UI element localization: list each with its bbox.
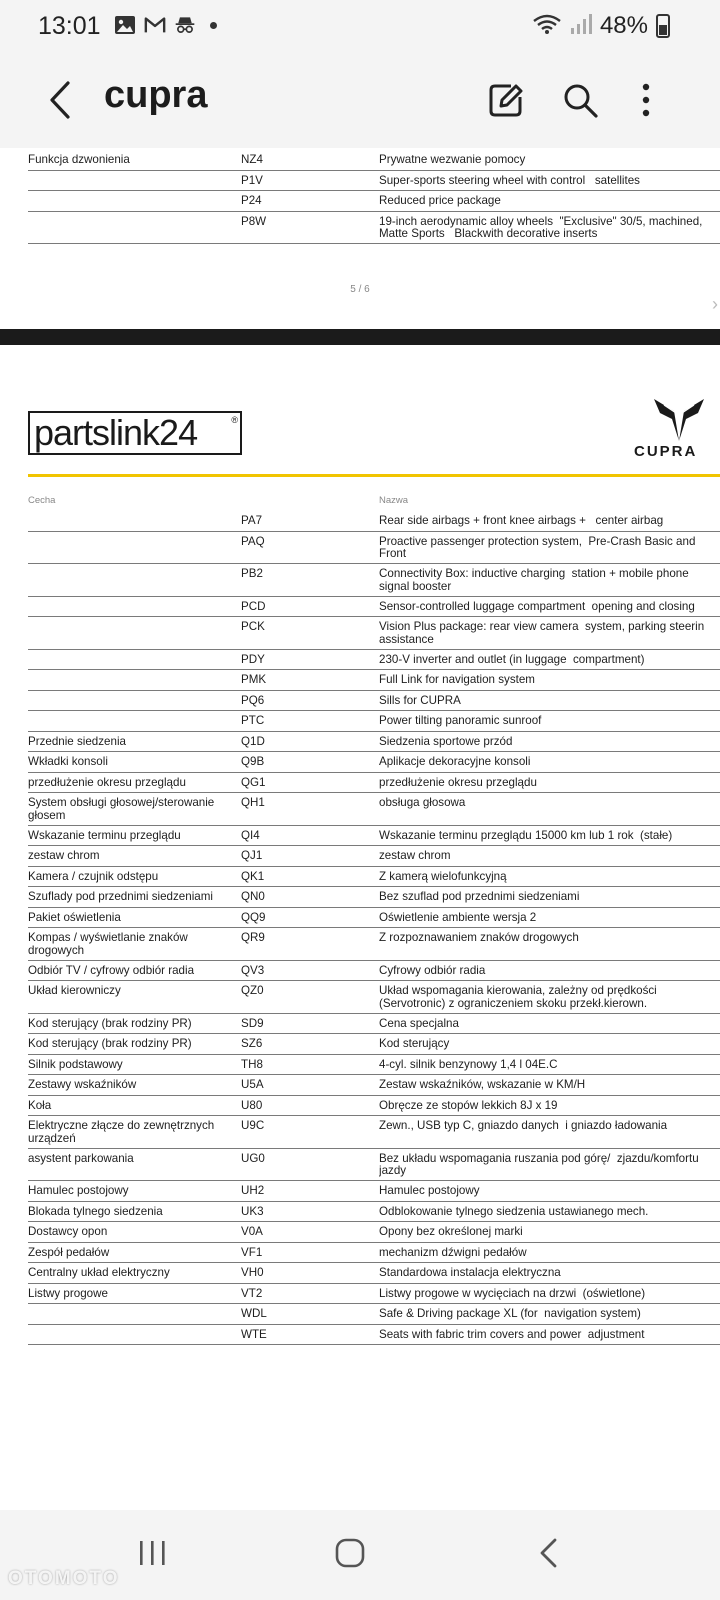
table-row	[28, 1325, 720, 1346]
table-row	[28, 1075, 720, 1096]
row-feature: Szuflady pod przednimi siedzeniami	[28, 890, 213, 903]
table-row	[28, 532, 720, 565]
table-row	[28, 670, 720, 691]
table-row	[28, 846, 720, 867]
row-feature: Wskazanie terminu przeglądu	[28, 828, 181, 842]
table-row	[28, 908, 720, 929]
table-row	[28, 793, 720, 826]
home-button[interactable]	[320, 1528, 380, 1578]
row-name: Układ wspomagania kierowania, zależny od prędkości (Servotronic) z ograniczeniem skoku przekł.kierown.	[379, 985, 657, 1010]
row-name: Z kamerą wielofunkcyjną	[379, 870, 507, 883]
signal-icon	[570, 13, 592, 40]
row-name: Aplikacje dekoracyjne konsoli	[379, 756, 531, 768]
back-button[interactable]	[36, 72, 84, 128]
row-name: Oświetlenie ambiente wersja 2	[379, 911, 537, 924]
table-row	[28, 650, 720, 671]
gmail-icon	[144, 14, 166, 36]
row-code: SD9	[241, 1016, 264, 1030]
row-code: PA7	[241, 514, 263, 527]
row-feature: Listwy progowe	[28, 1286, 108, 1300]
table-row	[28, 1181, 720, 1202]
row-name: Siedzenia sportowe przód	[379, 735, 513, 748]
row-code: QG1	[241, 775, 266, 789]
row-name: Prywatne wezwanie pomocy	[379, 154, 526, 166]
document-title: cupra	[104, 74, 208, 116]
row-feature: Koła	[28, 1098, 52, 1112]
row-name: Cyfrowy odbiór radia	[379, 964, 486, 977]
row-code: PTC	[241, 714, 265, 727]
row-name: Reduced price package	[379, 195, 501, 207]
row-name: Zewn., USB typ C, gniazdo danych i gniazdo ładowania	[379, 1120, 668, 1132]
row-name: mechanizm dźwigni pedałów	[379, 1246, 527, 1259]
row-name: Sensor-controlled luggage compartment opening and closing	[379, 600, 695, 613]
recents-button[interactable]	[122, 1528, 182, 1578]
header-rule	[28, 474, 720, 477]
row-code: TH8	[241, 1057, 263, 1071]
table-row	[28, 1014, 720, 1035]
row-code: PDY	[241, 652, 265, 666]
row-code: QZ0	[241, 984, 264, 997]
back-nav-button[interactable]	[518, 1528, 578, 1578]
column-header-feature: Cecha	[28, 495, 56, 506]
row-code: WTE	[241, 1327, 267, 1341]
status-bar	[0, 0, 720, 52]
row-feature: Odbiór TV / cyfrowy odbiór radia	[28, 963, 195, 977]
table-row	[28, 752, 720, 773]
table-row	[28, 597, 720, 618]
table-row	[28, 564, 720, 597]
chevron-left-icon	[46, 80, 74, 120]
row-code: PCD	[241, 599, 266, 613]
battery-percent: 48%	[599, 12, 648, 39]
row-feature: Kompas / wyświetlanie znaków drogowych	[28, 931, 188, 957]
pdf-page-5	[0, 148, 720, 328]
row-name: Listwy progowe w wycięciach na drzwi (oświetlone)	[379, 1287, 646, 1300]
row-code: WDL	[241, 1307, 267, 1320]
more-notifications-dot	[210, 22, 217, 29]
status-time: 13:01	[38, 12, 101, 40]
scroll-edge-icon: ›	[712, 294, 718, 314]
image-icon	[114, 14, 136, 36]
home-icon	[334, 1537, 366, 1569]
more-icon	[641, 82, 651, 118]
row-feature: Elektryczne złącze do zewnętrznych urządzeń	[28, 1119, 215, 1145]
row-feature: Funkcja dzwonienia	[28, 153, 130, 166]
table-row	[28, 1149, 720, 1182]
row-code: Q1D	[241, 734, 265, 748]
logo-registered-mark: ®	[231, 415, 238, 425]
row-name: 4-cyl. silnik benzynowy 1,4 l 04E.C	[379, 1058, 558, 1071]
row-code: PQ6	[241, 693, 265, 707]
row-feature: zestaw chrom	[28, 849, 100, 862]
row-code: V0A	[241, 1225, 263, 1238]
more-options-button[interactable]	[618, 72, 674, 128]
row-code: UG0	[241, 1151, 265, 1165]
row-name: Opony bez określonej marki	[379, 1226, 523, 1238]
row-name: Z rozpoznawaniem znaków drogowych	[379, 932, 579, 944]
row-code: UK3	[241, 1204, 264, 1218]
row-name: Wskazanie terminu przeglądu 15000 km lub 1 rok (stałe)	[379, 829, 673, 842]
row-code: QR9	[241, 931, 265, 944]
partslink24-logo	[28, 411, 242, 455]
search-button[interactable]	[552, 72, 608, 128]
row-name: Cena specjalna	[379, 1017, 459, 1030]
table-row	[28, 1284, 720, 1305]
table-row	[28, 867, 720, 888]
table-row	[28, 511, 720, 532]
row-code: QJ1	[241, 849, 263, 862]
row-code: P24	[241, 194, 262, 207]
row-name: 230-V inverter and outlet (in luggage compartment)	[379, 653, 645, 666]
row-code: U5A	[241, 1078, 264, 1091]
row-code: VT2	[241, 1286, 263, 1300]
edit-button[interactable]	[478, 72, 534, 128]
row-code: U9C	[241, 1119, 265, 1132]
row-code: UH2	[241, 1184, 265, 1197]
row-name: zestaw chrom	[379, 850, 451, 862]
battery-fill	[659, 25, 667, 35]
row-name: obsługa głosowa	[379, 797, 466, 809]
battery-icon	[656, 14, 670, 38]
row-name: Seats with fabric trim covers and power adjustment	[379, 1328, 645, 1341]
logo-text: partslink24	[34, 412, 198, 453]
row-feature: asystent parkowania	[28, 1151, 134, 1165]
row-name: Proactive passenger protection system, Pre-Crash Basic and Front	[379, 535, 696, 561]
table-row	[28, 1116, 720, 1149]
row-feature: Kod sterujący (brak rodziny PR)	[28, 1016, 192, 1030]
table-row	[28, 1222, 720, 1243]
table-row	[28, 732, 720, 753]
table-row	[28, 212, 720, 245]
row-feature: Zestawy wskaźników	[28, 1078, 137, 1091]
table-row	[28, 150, 720, 171]
row-code: SZ6	[241, 1037, 263, 1050]
cupra-wordmark: CUPRA	[634, 443, 698, 460]
row-code: PCK	[241, 620, 265, 633]
row-feature: Silnik podstawowy	[28, 1057, 123, 1071]
row-code: P1V	[241, 173, 263, 187]
notification-icons	[114, 14, 217, 36]
table-row	[28, 617, 720, 650]
row-feature: Kamera / czujnik odstępu	[28, 869, 159, 883]
table-row	[28, 1263, 720, 1284]
row-code: QH1	[241, 796, 265, 809]
row-name: Vision Plus package: rear view camera system, parking steerin assistance	[379, 621, 705, 646]
column-header-name: Nazwa	[379, 495, 409, 506]
row-code: NZ4	[241, 153, 263, 166]
row-code: PAQ	[241, 534, 265, 548]
row-feature: Dostawcy opon	[28, 1225, 108, 1238]
row-name: Hamulec postojowy	[379, 1185, 480, 1197]
row-code: VH0	[241, 1266, 264, 1279]
table-row	[28, 887, 720, 908]
table-row	[28, 928, 720, 961]
table-row	[28, 1243, 720, 1264]
table-row	[28, 981, 720, 1014]
table-row	[28, 1096, 720, 1117]
row-name: Full Link for navigation system	[379, 674, 535, 686]
row-feature: System obsługi głosowej/sterowanie głosem	[28, 796, 215, 822]
row-feature: Pakiet oświetlenia	[28, 910, 121, 924]
table-row	[28, 1304, 720, 1325]
row-name: Odblokowanie tylnego siedzenia ustawianego mech.	[379, 1205, 649, 1218]
row-feature: Zespół pedałów	[28, 1245, 110, 1259]
table-row	[28, 711, 720, 732]
watermark: OTOMOTO	[8, 1568, 120, 1589]
row-feature: przedłużenie okresu przeglądu	[28, 775, 186, 789]
row-code: QQ9	[241, 910, 266, 924]
table-row	[28, 826, 720, 847]
row-name: Rear side airbags + front knee airbags + center airbag	[379, 515, 664, 527]
row-code: QV3	[241, 963, 265, 977]
row-feature: Wkładki konsoli	[28, 755, 108, 768]
row-code: P8W	[241, 214, 267, 228]
table-row	[28, 773, 720, 794]
row-name: Standardowa instalacja elektryczna	[379, 1267, 561, 1279]
row-code: VF1	[241, 1245, 263, 1259]
row-feature: Przednie siedzenia	[28, 734, 126, 748]
row-code: QN0	[241, 890, 265, 903]
pdf-page-6	[0, 345, 720, 1510]
row-code: PMK	[241, 673, 267, 686]
recents-icon	[137, 1539, 167, 1567]
table-row	[28, 1202, 720, 1223]
row-code: Q9B	[241, 755, 265, 768]
row-code: PB2	[241, 567, 263, 580]
row-feature: Układ kierowniczy	[28, 984, 121, 997]
table-row	[28, 961, 720, 982]
row-name: Bez szuflad pod przednimi siedzeniami	[379, 891, 580, 903]
row-code: U80	[241, 1098, 263, 1112]
row-feature: Kod sterujący (brak rodziny PR)	[28, 1037, 192, 1050]
row-name: Safe & Driving package XL (for navigation system)	[379, 1308, 641, 1320]
table-row	[28, 691, 720, 712]
table-row	[28, 171, 720, 192]
row-name: Connectivity Box: inductive charging station + mobile phone signal booster	[379, 568, 689, 593]
row-feature: Blokada tylnego siedzenia	[28, 1204, 163, 1218]
wifi-icon	[532, 13, 562, 40]
row-name: Obręcze ze stopów lekkich 8J x 19	[379, 1099, 558, 1112]
back-icon	[537, 1537, 559, 1569]
row-feature: Centralny układ elektryczny	[28, 1266, 170, 1279]
table-row	[28, 1034, 720, 1055]
table-row	[28, 1055, 720, 1076]
cupra-logo-icon	[652, 397, 706, 443]
row-name: Bez układu wspomagania ruszania pod górę/ zjazdu/komfortu jazdy	[379, 1152, 699, 1178]
row-name: Sills for CUPRA	[379, 694, 461, 707]
table-row	[28, 191, 720, 212]
row-name: 19-inch aerodynamic alloy wheels "Exclusive" 30/5, machined, Matte Sports Blackwith decorative inserts	[379, 215, 703, 241]
row-name: Super-sports steering wheel with control satellites	[379, 174, 640, 187]
system-indicators	[532, 12, 670, 40]
row-name: Zestaw wskaźników, wskazanie w KM/H	[379, 1079, 586, 1091]
page-number: 5 / 6	[350, 284, 370, 295]
incognito-icon	[174, 14, 196, 36]
page-separator	[0, 329, 720, 345]
row-code: QK1	[241, 869, 265, 883]
pdf-viewer[interactable]	[0, 148, 720, 1510]
app-bar	[0, 52, 720, 148]
row-name: Power tilting panoramic sunroof	[379, 715, 542, 727]
row-feature: Hamulec postojowy	[28, 1184, 129, 1197]
edit-icon	[487, 81, 525, 119]
row-name: przedłużenie okresu przeglądu	[379, 776, 537, 789]
row-code: QI4	[241, 828, 260, 842]
row-name: Kod sterujący	[379, 1038, 450, 1050]
search-icon	[561, 81, 599, 119]
